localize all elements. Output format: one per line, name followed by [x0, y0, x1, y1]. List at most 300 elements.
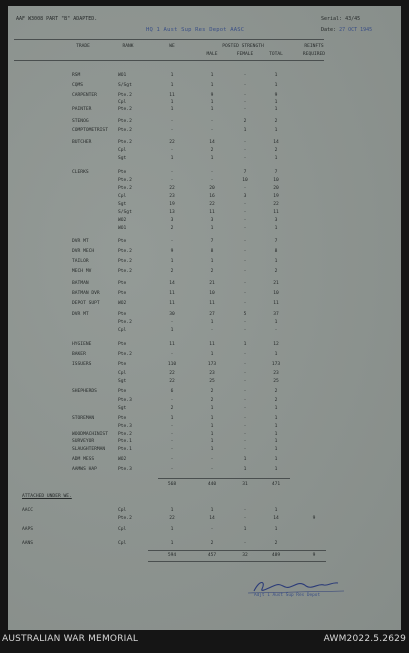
cell-female: 1: [243, 467, 247, 472]
cell-rank: Pte.2: [118, 140, 132, 145]
cell-female: -: [243, 218, 247, 223]
cell-trade: CARPENTER: [72, 93, 97, 98]
total-total: 471: [271, 482, 281, 487]
cell-female: -: [243, 140, 247, 145]
cell-male: 9: [210, 93, 214, 98]
date-line: [321, 27, 372, 33]
cell-ne: 1: [170, 83, 174, 88]
cell-ne: -: [170, 148, 174, 153]
cell-ne: 1: [170, 259, 174, 264]
cell-total: 1: [274, 107, 278, 112]
cell-female: -: [243, 107, 247, 112]
col-female-header: FEMALE: [236, 52, 254, 57]
cell-rank: Pte.2: [118, 269, 132, 274]
cell-male: 1: [210, 73, 214, 78]
attached-section-title: ATTACHED UNDER WE.: [22, 494, 72, 499]
cell-female: -: [243, 259, 247, 264]
cell-trade: AANS: [22, 541, 34, 546]
cell-rank: WO2: [118, 218, 127, 223]
cell-female: -: [243, 83, 247, 88]
cell-male: 23: [209, 371, 215, 376]
cell-ne: 3: [170, 218, 174, 223]
cell-male: 1: [210, 439, 214, 444]
cell-rank: Pte: [118, 416, 127, 421]
cell-trade: STOREMAN: [72, 416, 95, 421]
cell-male: 1: [210, 156, 214, 161]
cell-total: 1: [274, 406, 278, 411]
cell-total: 1: [274, 432, 278, 437]
cell-rank: Pte.2: [118, 352, 132, 357]
total-total: 489: [271, 553, 281, 558]
serial-label: Serial:: [321, 16, 343, 22]
cell-ne: 22: [169, 140, 175, 145]
cell-male: 173: [207, 362, 217, 367]
cell-total: 12: [273, 342, 279, 347]
cell-rank: Sgt: [118, 406, 127, 411]
total-req: 9: [312, 553, 316, 558]
cell-male: -: [210, 467, 214, 472]
col-we-header: WE: [169, 44, 175, 49]
cell-female: 1: [243, 457, 247, 462]
signature: [240, 573, 350, 603]
cell-male: -: [210, 170, 214, 175]
cell-total: 14: [273, 140, 279, 145]
cell-rank: Cpl: [118, 148, 127, 153]
cell-female: 5: [243, 312, 247, 317]
cell-female: -: [243, 398, 247, 403]
cell-ne: 1: [170, 541, 174, 546]
cell-ne: 22: [169, 186, 175, 191]
cell-total: 1: [274, 424, 278, 429]
cell-ne: -: [170, 239, 174, 244]
cell-trade: COMPTOMETRIST: [72, 128, 108, 133]
cell-total: 2: [274, 398, 278, 403]
cell-female: -: [243, 362, 247, 367]
cell-total: 1: [274, 416, 278, 421]
cell-ne: 2: [170, 269, 174, 274]
cell-trade: TAILOR: [72, 259, 89, 264]
cell-total: 3: [274, 218, 278, 223]
archive-reference: AWM2022.5.2629: [323, 634, 406, 644]
cell-total: 19: [273, 194, 279, 199]
cell-trade: RSM: [72, 73, 81, 78]
cell-trade: CQMS: [72, 83, 84, 88]
cell-male: 1: [210, 424, 214, 429]
cell-ne: 11: [169, 301, 175, 306]
cell-total: 10: [273, 291, 279, 296]
cell-male: 1: [210, 447, 214, 452]
cell-rank: Pte: [118, 281, 127, 286]
cell-rank: WO2: [118, 457, 127, 462]
cell-total: 1: [274, 320, 278, 325]
cell-rank: Cpl: [118, 100, 127, 105]
cell-total: 7: [274, 170, 278, 175]
cell-total: 8: [274, 249, 278, 254]
cell-total: 37: [273, 312, 279, 317]
grand-total-rule-bottom: [148, 561, 326, 562]
cell-rank: Pte.2: [118, 259, 132, 264]
cell-male: 1: [210, 406, 214, 411]
cell-rank: Pte.2: [118, 93, 132, 98]
cell-total: 1: [274, 226, 278, 231]
cell-rank: Pte: [118, 239, 127, 244]
cell-ne: 1: [170, 416, 174, 421]
cell-total: 1: [274, 467, 278, 472]
cell-female: -: [243, 239, 247, 244]
col-male-header: MALE: [206, 52, 218, 57]
cell-female: -: [243, 389, 247, 394]
header-rule-bottom: [14, 60, 324, 61]
cell-rank: Pte.2: [118, 320, 132, 325]
cell-female: 10: [242, 178, 248, 183]
cell-rank: WO1: [118, 73, 127, 78]
date-label: Date:: [321, 27, 337, 33]
cell-female: -: [243, 406, 247, 411]
cell-female: 1: [243, 342, 247, 347]
cell-rank: Pte.2: [118, 249, 132, 254]
cell-ne: 22: [169, 516, 175, 521]
cell-female: 7: [243, 170, 247, 175]
cell-ne: 1: [170, 508, 174, 513]
cell-male: -: [210, 527, 214, 532]
cell-total: 1: [274, 156, 278, 161]
cell-trade: DVR MT: [72, 312, 89, 317]
cell-male: 1: [210, 226, 214, 231]
cell-total: 22: [273, 202, 279, 207]
signature-title: Adjt 1 Aust Sup Res Depot: [254, 593, 321, 598]
cell-rank: Pte.2: [118, 186, 132, 191]
cell-rank: Pte.2: [118, 178, 132, 183]
cell-total: 9: [274, 93, 278, 98]
col-rank-header: RANK: [122, 44, 134, 49]
cell-trade: DEPOT SUPT: [72, 301, 100, 306]
cell-ne: -: [170, 119, 174, 124]
cell-total: 1: [274, 447, 278, 452]
cell-trade: AAPS: [22, 527, 34, 532]
cell-trade: CLERKS: [72, 170, 89, 175]
cell-ne: 11: [169, 291, 175, 296]
cell-trade: BATMAN: [72, 281, 89, 286]
cell-male: -: [210, 128, 214, 133]
cell-rank: Pte: [118, 389, 127, 394]
cell-female: -: [243, 291, 247, 296]
cell-total: 1: [274, 73, 278, 78]
cell-female: 1: [243, 527, 247, 532]
cell-ne: -: [170, 398, 174, 403]
cell-ne: 11: [169, 93, 175, 98]
cell-ne: -: [170, 128, 174, 133]
cell-male: -: [210, 328, 214, 333]
cell-ne: -: [170, 457, 174, 462]
cell-trade: WOODMACHINIST: [72, 432, 108, 437]
cell-rank: Pte: [118, 170, 127, 175]
cell-trade: AAMWS HAP: [72, 467, 97, 472]
cell-female: -: [243, 281, 247, 286]
cell-total: 1: [274, 508, 278, 513]
cell-total: 1: [274, 457, 278, 462]
document-page: [8, 6, 401, 630]
cell-total: 1: [274, 259, 278, 264]
cell-total: -: [274, 328, 278, 333]
cell-trade: ISSUERS: [72, 362, 92, 367]
cell-ne: 1: [170, 328, 174, 333]
cell-rank: S/Sgt: [118, 210, 132, 215]
cell-male: 2: [210, 541, 214, 546]
cell-rank: Pte.1: [118, 447, 132, 452]
cell-rank: Pte: [118, 312, 127, 317]
cell-male: 1: [210, 416, 214, 421]
cell-ne: -: [170, 439, 174, 444]
cell-ne: -: [170, 467, 174, 472]
total-female: 31: [242, 482, 248, 487]
col-trade-header: TRADE: [76, 44, 90, 49]
cell-male: 1: [210, 83, 214, 88]
cell-female: -: [243, 424, 247, 429]
cell-female: -: [243, 249, 247, 254]
cell-total: 1: [274, 439, 278, 444]
cell-male: 11: [209, 301, 215, 306]
cell-ne: 9: [170, 249, 174, 254]
cell-total: 2: [274, 119, 278, 124]
cell-total: 1: [274, 527, 278, 532]
cell-rank: Pte.2: [118, 107, 132, 112]
cell-total: 25: [273, 379, 279, 384]
cell-rank: Cpl: [118, 194, 127, 199]
cell-req: 9: [312, 516, 316, 521]
cell-female: -: [243, 516, 247, 521]
cell-male: 1: [210, 259, 214, 264]
cell-ne: -: [170, 424, 174, 429]
cell-total: 2: [274, 541, 278, 546]
cell-male: 1: [210, 508, 214, 513]
cell-female: -: [243, 439, 247, 444]
cell-male: 10: [209, 291, 215, 296]
cell-total: 11: [273, 210, 279, 215]
total-ne: 594: [167, 553, 177, 558]
cell-female: -: [243, 301, 247, 306]
cell-male: 14: [209, 516, 215, 521]
total-ne: 568: [167, 482, 177, 487]
cell-ne: 22: [169, 371, 175, 376]
cell-rank: Cpl: [118, 328, 127, 333]
cell-trade: BUTCHER: [72, 140, 92, 145]
cell-ne: -: [170, 432, 174, 437]
cell-female: -: [243, 371, 247, 376]
cell-rank: Pte.2: [118, 128, 132, 133]
cell-female: -: [243, 508, 247, 513]
cell-rank: Cpl: [118, 371, 127, 376]
cell-total: 23: [273, 371, 279, 376]
cell-male: 11: [209, 342, 215, 347]
cell-total: 21: [273, 281, 279, 286]
cell-male: 1: [210, 320, 214, 325]
cell-male: -: [210, 457, 214, 462]
cell-male: -: [210, 119, 214, 124]
cell-female: -: [243, 148, 247, 153]
cell-female: -: [243, 226, 247, 231]
cell-female: -: [243, 432, 247, 437]
cell-female: -: [243, 186, 247, 191]
cell-total: 1: [274, 100, 278, 105]
cell-female: -: [243, 541, 247, 546]
cell-ne: 13: [169, 210, 175, 215]
cell-rank: Pte.2: [118, 516, 132, 521]
cell-total: 14: [273, 516, 279, 521]
cell-rank: Sgt: [118, 379, 127, 384]
cell-rank: Cpl: [118, 541, 127, 546]
cell-rank: Sgt: [118, 156, 127, 161]
cell-total: 7: [274, 239, 278, 244]
cell-female: -: [243, 447, 247, 452]
cell-total: 11: [273, 301, 279, 306]
header-rule-top: [14, 39, 324, 40]
cell-ne: 1: [170, 73, 174, 78]
cell-male: 2: [210, 398, 214, 403]
cell-trade: DVR MT: [72, 239, 89, 244]
cell-rank: Pte.3: [118, 424, 132, 429]
cell-total: 1: [274, 352, 278, 357]
cell-ne: 30: [169, 312, 175, 317]
cell-rank: Cpl: [118, 508, 127, 513]
cell-female: 2: [243, 119, 247, 124]
cell-female: -: [243, 156, 247, 161]
cell-rank: Pte.2: [118, 119, 132, 124]
cell-male: 1: [210, 432, 214, 437]
date-stamp: 27 OCT 1945: [339, 27, 373, 33]
cell-rank: Pte: [118, 342, 127, 347]
cell-male: 22: [209, 202, 215, 207]
col-posted-header: POSTED STRENGTH: [222, 44, 264, 49]
cell-trade: ADM MESS: [72, 457, 95, 462]
cell-male: 20: [209, 186, 215, 191]
cell-trade: SURVEYOR: [72, 439, 95, 444]
cell-male: 2: [210, 269, 214, 274]
cell-trade: MECH MV: [72, 269, 92, 274]
cell-ne: 14: [169, 281, 175, 286]
cell-total: 10: [273, 178, 279, 183]
cell-female: -: [243, 416, 247, 421]
cell-rank: Pte.3: [118, 467, 132, 472]
cell-male: 16: [209, 194, 215, 199]
cell-ne: 1: [170, 107, 174, 112]
cell-total: 2: [274, 389, 278, 394]
cell-ne: 2: [170, 226, 174, 231]
cell-rank: Pte.2: [118, 432, 132, 437]
cell-ne: -: [170, 352, 174, 357]
cell-total: 1: [274, 128, 278, 133]
cell-male: 8: [210, 249, 214, 254]
subtotal-rule: [158, 478, 290, 479]
cell-female: -: [243, 100, 247, 105]
cell-male: -: [210, 178, 214, 183]
unit-stamp: HQ 1 Aust Sup Res Depot AASC: [146, 27, 245, 33]
serial-value: 43/45: [345, 16, 361, 22]
cell-total: 2: [274, 269, 278, 274]
cell-trade: SHEPHERDS: [72, 389, 97, 394]
cell-male: 7: [210, 239, 214, 244]
cell-female: 1: [243, 128, 247, 133]
cell-rank: Pte.3: [118, 398, 132, 403]
cell-rank: WO2: [118, 301, 127, 306]
cell-female: -: [243, 379, 247, 384]
cell-ne: -: [170, 170, 174, 175]
cell-male: 14: [209, 140, 215, 145]
cell-ne: 110: [167, 362, 177, 367]
col-reinforcements-header: REINFTS: [304, 44, 324, 49]
cell-ne: 1: [170, 100, 174, 105]
cell-trade: AACC: [22, 508, 34, 513]
cell-male: 25: [209, 379, 215, 384]
cell-male: 1: [210, 352, 214, 357]
cell-rank: Cpl: [118, 527, 127, 532]
cell-rank: Pte: [118, 362, 127, 367]
cell-total: 2: [274, 148, 278, 153]
cell-ne: 19: [169, 202, 175, 207]
cell-total: 20: [273, 186, 279, 191]
cell-female: -: [243, 320, 247, 325]
cell-female: -: [243, 73, 247, 78]
cell-trade: PAINTER: [72, 107, 92, 112]
cell-male: 2: [210, 148, 214, 153]
cell-ne: 23: [169, 194, 175, 199]
form-reference: AAF W3008 PART "B" ADAPTED.: [16, 16, 98, 22]
cell-female: -: [243, 352, 247, 357]
cell-male: 2: [210, 389, 214, 394]
total-male: 440: [207, 482, 217, 487]
serial-line: [321, 16, 360, 22]
grand-total-rule-top: [148, 550, 326, 551]
cell-female: 3: [243, 194, 247, 199]
cell-ne: 11: [169, 342, 175, 347]
cell-ne: 1: [170, 156, 174, 161]
col-total-header: TOTAL: [269, 52, 283, 57]
cell-male: 21: [209, 281, 215, 286]
col-required-header: REQUIRED: [302, 52, 326, 57]
cell-ne: -: [170, 447, 174, 452]
cell-ne: -: [170, 178, 174, 183]
cell-rank: S/Sgt: [118, 83, 132, 88]
cell-trade: HYGIENE: [72, 342, 92, 347]
cell-trade: DVR MECH: [72, 249, 95, 254]
cell-ne: 6: [170, 389, 174, 394]
cell-rank: Pte.1: [118, 439, 132, 444]
cell-ne: 1: [170, 527, 174, 532]
cell-total: 173: [271, 362, 281, 367]
cell-ne: 22: [169, 379, 175, 384]
cell-trade: BATMAN DVR: [72, 291, 100, 296]
cell-trade: BAKER: [72, 352, 86, 357]
cell-female: -: [243, 93, 247, 98]
cell-male: 11: [209, 210, 215, 215]
cell-male: 27: [209, 312, 215, 317]
cell-male: 3: [210, 218, 214, 223]
total-female: 32: [242, 553, 248, 558]
cell-trade: SLAUGHTERMAN: [72, 447, 106, 452]
cell-male: 1: [210, 100, 214, 105]
cell-female: -: [243, 269, 247, 274]
cell-rank: Sgt: [118, 202, 127, 207]
archive-credit: AUSTRALIAN WAR MEMORIAL: [2, 634, 139, 644]
cell-female: -: [243, 328, 247, 333]
cell-rank: Pte: [118, 291, 127, 296]
cell-total: 1: [274, 83, 278, 88]
cell-trade: STENOG: [72, 119, 89, 124]
cell-rank: WO1: [118, 226, 127, 231]
cell-ne: 2: [170, 406, 174, 411]
cell-female: -: [243, 210, 247, 215]
cell-female: -: [243, 202, 247, 207]
cell-male: 1: [210, 107, 214, 112]
